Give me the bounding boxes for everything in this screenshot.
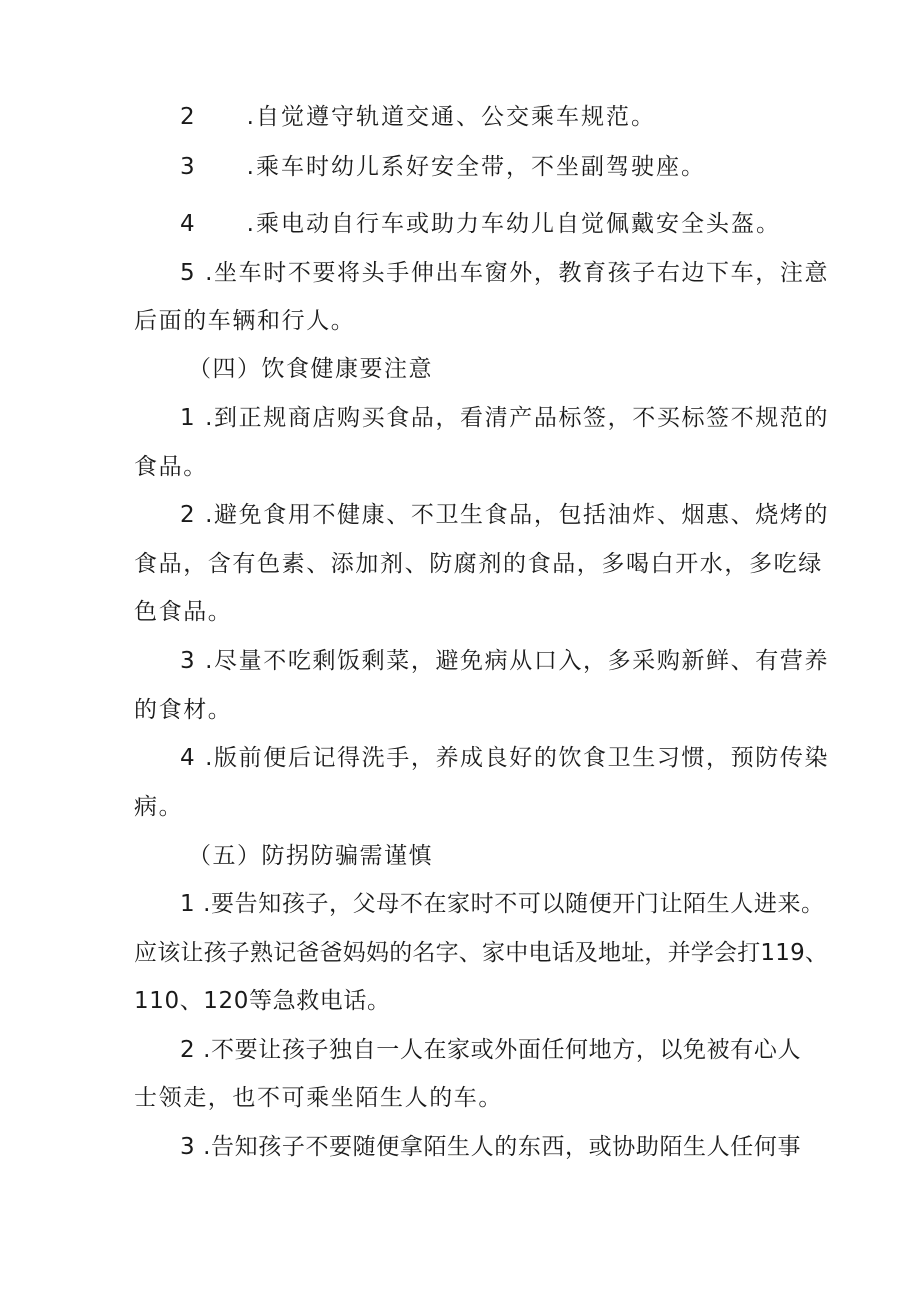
- section-heading: （四）饮食健康要注意: [188, 356, 433, 382]
- list-item-line: 后面的车辆和行人。: [134, 308, 356, 334]
- list-item-line: 色食品。: [134, 599, 233, 625]
- list-item-line: 士领走，也不可乘坐陌生人的车。: [134, 1085, 503, 1111]
- list-item-line: 的食材。: [134, 697, 233, 723]
- list-item-line: 食品。: [134, 454, 208, 480]
- list-item-line: 病。: [134, 794, 184, 820]
- list-item-line: 2 .避免食用不健康、不卫生食品，包括油炸、烟惠、烧烤的: [180, 502, 830, 528]
- list-item-line: 3 .乘车时幼儿系好安全带，不坐副驾驶座。: [180, 154, 706, 180]
- list-item-line: 1 .要告知孩子，父母不在家时不可以随便开门让陌生人进来。: [180, 891, 825, 917]
- list-item-line: 1 .到正规商店购买食品，看清产品标签，不买标签不规范的: [180, 405, 830, 431]
- list-item-line: 应该让孩子熟记爸爸妈妈的名字、家中电话及地址，并学会打119、: [134, 940, 829, 966]
- list-item-line: 3 .告知孩子不要随便拿陌生人的东西，或协助陌生人任何事: [180, 1134, 802, 1160]
- list-item-line: 2 .不要让孩子独自一人在家或外面任何地方，以免被有心人: [180, 1037, 802, 1063]
- list-item-line: 3 .尽量不吃剩饭剩菜，避免病从口入，多采购新鲜、有营养: [180, 648, 830, 674]
- list-item-line: 5 .坐车时不要将头手伸出车窗外，教育孩子右边下车，注意: [180, 260, 830, 286]
- list-item-line: 食品，含有色素、添加剂、防腐剂的食品，多喝白开水，多吃绿: [134, 551, 823, 577]
- section-heading: （五）防拐防骗需谨慎: [188, 843, 433, 869]
- list-item-line: 4 .版前便后记得洗手，养成良好的饮食卫生习惯，预防传染: [180, 745, 830, 771]
- list-item-line: 2 .自觉遵守轨道交通、公交乘车规范。: [180, 104, 656, 130]
- list-item-line: 110、120等急救电话。: [134, 988, 391, 1014]
- list-item-line: 4 .乘电动自行车或助力车幼儿自觉佩戴安全头盔。: [180, 211, 781, 237]
